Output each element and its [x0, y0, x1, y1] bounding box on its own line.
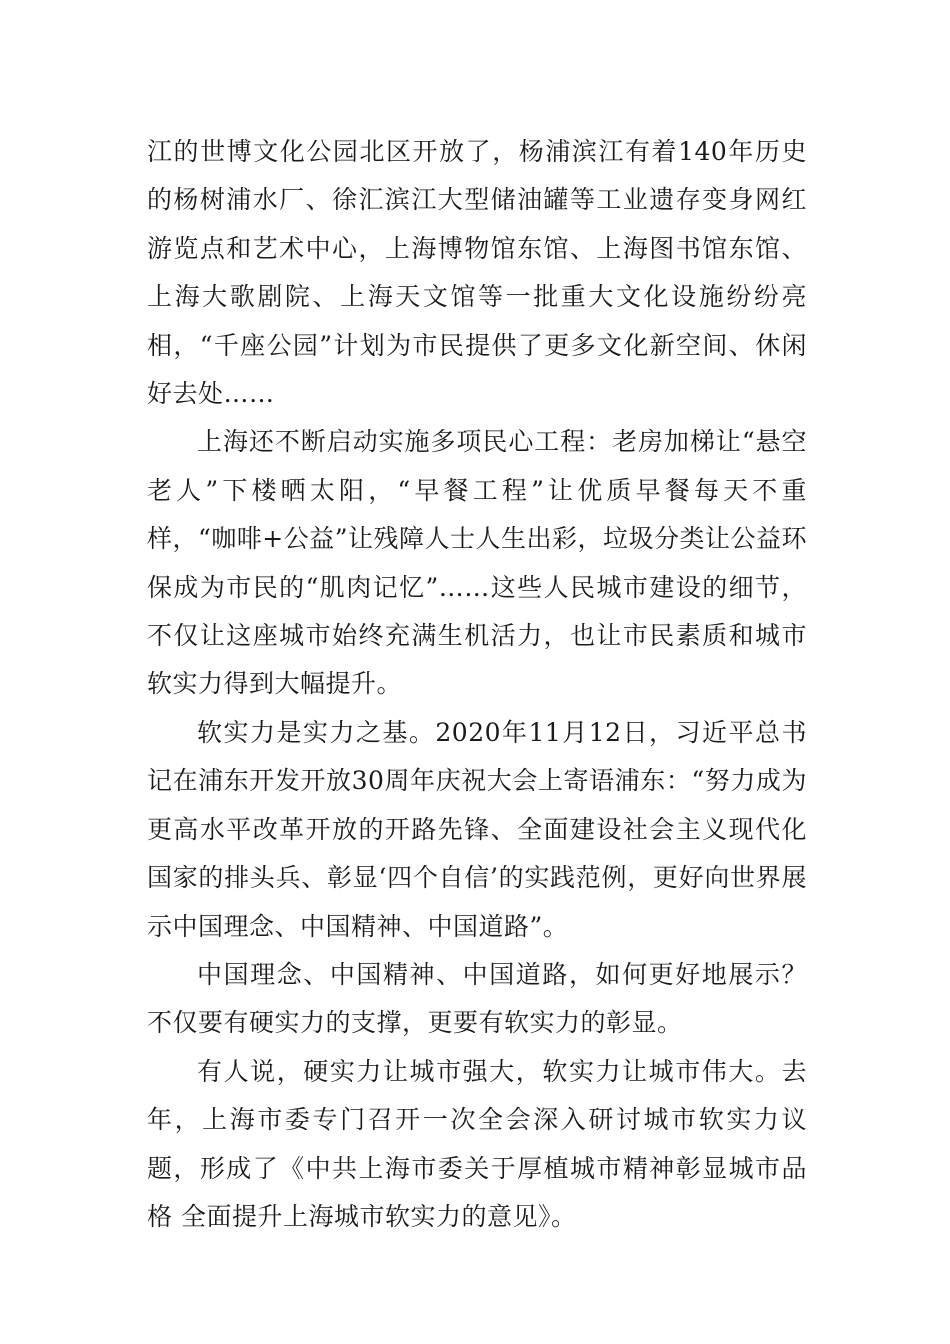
- article-body: [147, 128, 807, 1241]
- paragraph-2: 上海还不断启动实施多项民心工程：老房加梯让“悬空老人”下楼晒太阳，“早餐工程”让优质早餐每天不重样，“咖啡+公益”让残障人士人生出彩，垃圾分类让公益环保成为市民的“肌肉记忆”……这些人民城市建设的细节，不仅让这座城市始终充满生机活力，也让市民素质和城市软实力得到大幅提升。: [147, 427, 808, 699]
- paragraph-4: 中国理念、中国精神、中国道路，如何更好地展示？不仅要有硬实力的支撑，更要有软实力的彰显。: [147, 959, 807, 1038]
- paragraph-5: 有人说，硬实力让城市强大，软实力让城市伟大。去年，上海市委专门召开一次全会深入研讨城市软实力议题，形成了《中共上海市委关于厚植城市精神彰显城市品格 全面提升上海城市软实力的意见》。: [147, 1056, 807, 1231]
- paragraph-3: 软实力是实力之基。2020年11月12日，习近平总书记在浦东开发开放30周年庆祝大会上寄语浦东：“努力成为更高水平改革开放的开路先锋、全面建设社会主义现代化国家的排头兵、彰显‘四个自信’的实践范例，更好向世界展示中国理念、中国精神、中国道路”。: [147, 717, 807, 941]
- paragraph-1: 江的世博文化公园北区开放了，杨浦滨江有着140年历史的杨树浦水厂、徐汇滨江大型储油罐等工业遗存变身网红游览点和艺术中心，上海博物馆东馆、上海图书馆东馆、上海大歌剧院、上海天文馆等一批重大文化设施纷纷亮相，“千座公园”计划为市民提供了更多文化新空间、休闲好去处……: [147, 137, 807, 409]
